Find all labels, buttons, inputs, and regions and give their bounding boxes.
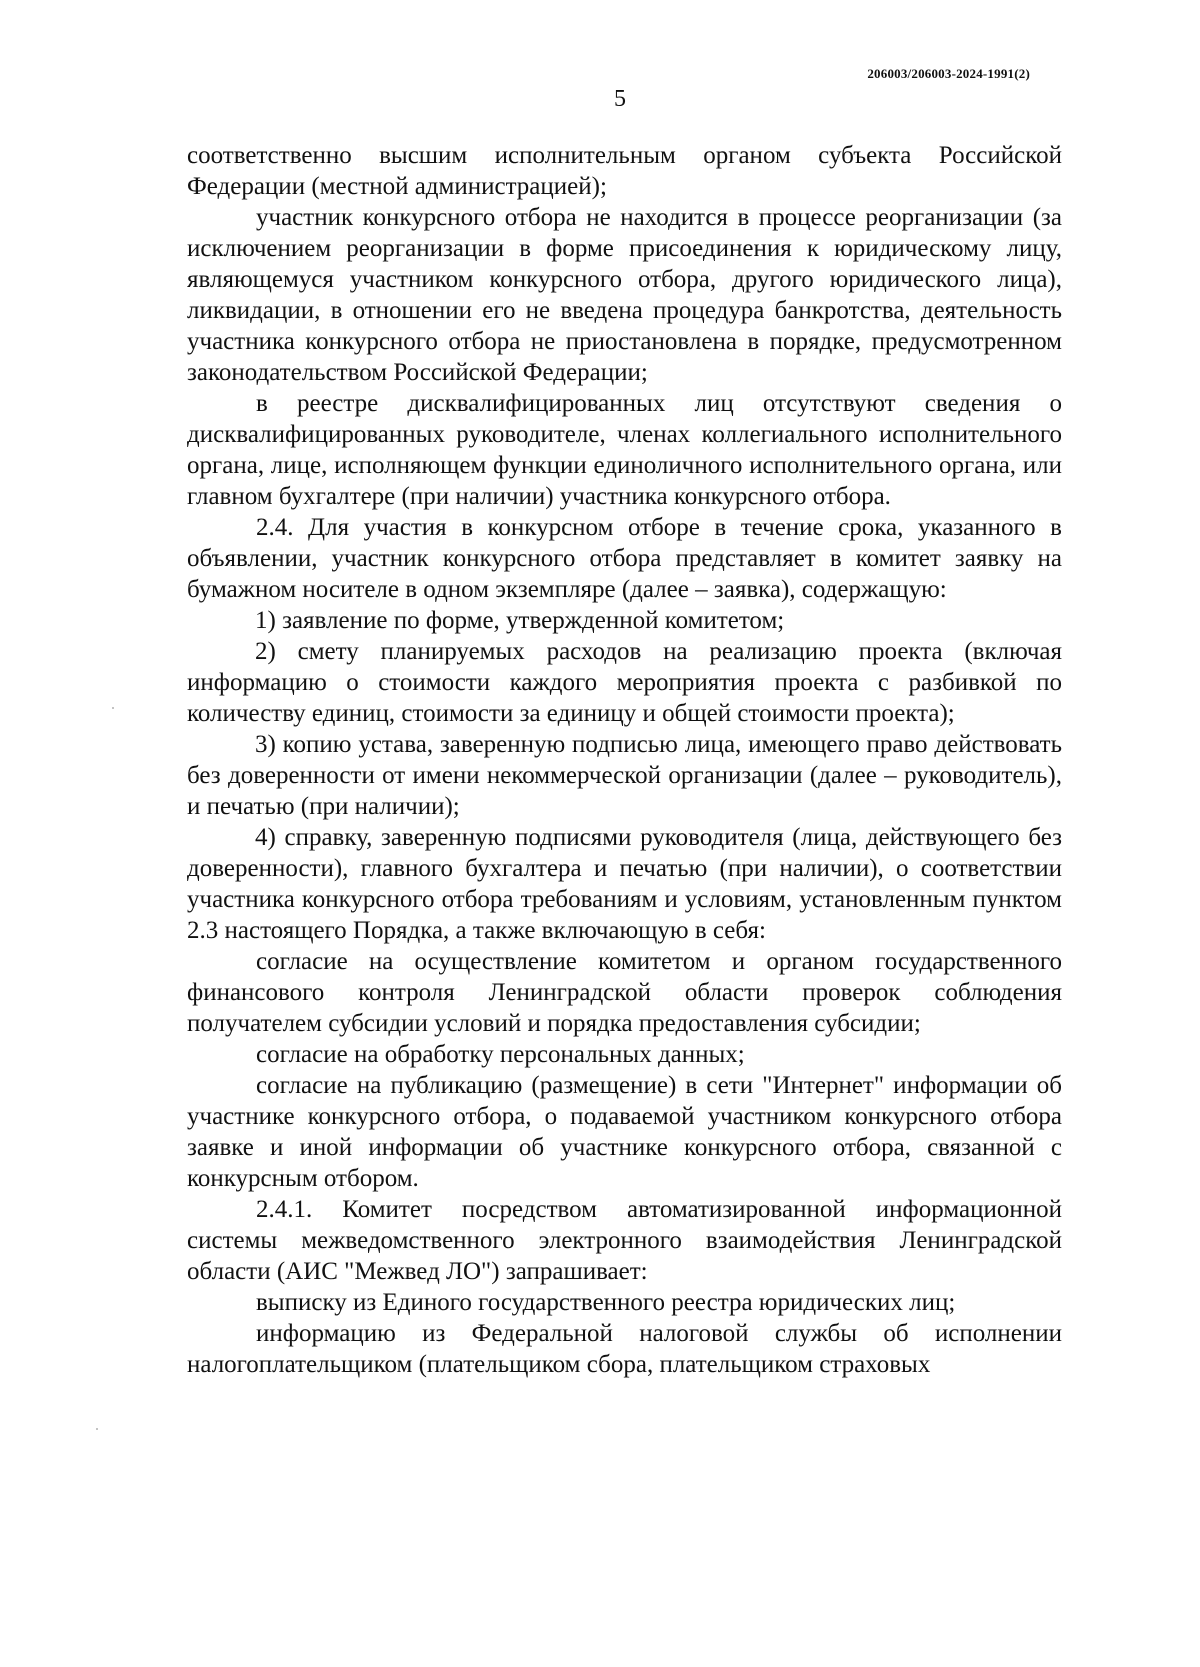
document-body — [187, 140, 1062, 1380]
paragraph-tax-service-info: информацию из Федеральной налоговой службы об исполнении налогоплательщиком (плательщиком сбора, плательщиком страховых — [187, 1320, 1062, 1378]
list-item-4-certificate: 4) справку, заверенную подписями руководителя (лица, действующего без доверенности), главного бухгалтера и печатью (при наличии), о соответствии участника конкурсного отбора требованиям и условиям, установленным пунктом 2.3 настоящего Порядка, а также включающую в себя: — [187, 824, 1062, 944]
paragraph-2-4: 2.4. Для участия в конкурсном отборе в течение срока, указанного в объявлении, участник конкурсного отбора представляет в комитет заявку на бумажном носителе в одном экземпляре (далее – заявка), содержащую: — [187, 514, 1062, 603]
list-item-2-budget-estimate: 2) смету планируемых расходов на реализацию проекта (включая информацию о стоимости каждого мероприятия проекта с разбивкой по количеству единиц, стоимости за единицу и общей стоимости проекта); — [187, 638, 1062, 727]
list-item-3-charter-copy: 3) копию устава, заверенную подписью лица, имеющего право действовать без доверенности от имени некоммерческой организации (далее – руководитель), и печатью (при наличии); — [187, 731, 1062, 820]
page-number: 5 — [614, 86, 626, 112]
paragraph-disqualified-registry: в реестре дисквалифицированных лиц отсутствуют сведения о дисквалифицированных руководителе, членах коллегиального исполнительного органа, лице, исполняющем функции единоличного исполнительного органа, или главном бухгалтере (при наличии) участника конкурсного отбора. — [187, 390, 1062, 510]
paragraph-2-4-1: 2.4.1. Комитет посредством автоматизированной информационной системы межведомственного электронного взаимодействия Ленинградской области (АИС "Межвед ЛО") запрашивает: — [187, 1196, 1062, 1285]
scan-speck — [96, 1428, 98, 1430]
paragraph-consent-publication: согласие на публикацию (размещение) в сети "Интернет" информации об участнике конкурсного отбора, о подаваемой участником конкурсного отбора заявке и иной информации об участнике конкурсного отбора, связанной с конкурсным отбором. — [187, 1072, 1062, 1192]
scan-speck — [112, 707, 114, 709]
paragraph-consent-personal-data: согласие на обработку персональных данных; — [256, 1041, 745, 1068]
paragraph-not-in-reorganization: участник конкурсного отбора не находится в процессе реорганизации (за исключением реорганизации в форме присоединения к юридическому лицу, являющемуся участником конкурсного отбора, другого юридического лица), ликвидации, в отношении его не введена процедура банкротства, деятельность участника конкурсного отбора не приостановлена в порядке, предусмотренном законодательством Российской Федерации; — [187, 204, 1062, 386]
paragraph-egrul-extract: выписку из Единого государственного реестра юридических лиц; — [256, 1289, 956, 1316]
paragraph-consent-inspections: согласие на осуществление комитетом и органом государственного финансового контроля Ленинградской области проверок соблюдения получателем субсидии условий и порядка предоставления субсидии; — [187, 948, 1062, 1037]
paragraph-continuation: соответственно высшим исполнительным органом субъекта Российской Федерации (местной администрацией); — [187, 142, 1062, 200]
list-item-1-application: 1) заявление по форме, утвержденной комитетом; — [255, 607, 785, 634]
document-registration-number: 206003/206003-2024-1991(2) — [867, 66, 1030, 81]
